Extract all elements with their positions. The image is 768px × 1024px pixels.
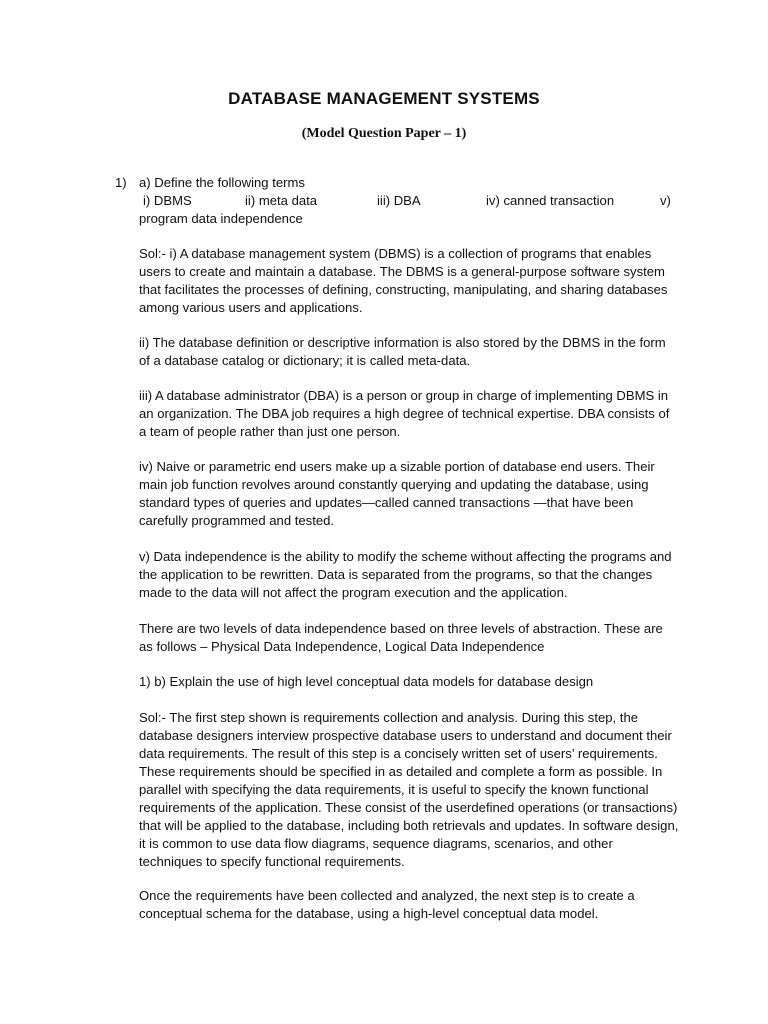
answer-canned-transaction: iv) Naive or parametric end users make up a sizable portion of database end users. Their main job function revolves around constantly querying and updating the database, using standard types of queries and updates—called canned transactions —that have been carefully programmed and tested.	[139, 459, 655, 528]
part-b-answer-conclusion: Once the requirements have been collected and analyzed, the next step is to create a conceptual schema for the database, using a high-level conceptual data model.	[139, 888, 635, 921]
answer-data-independence: v) Data independence is the ability to modify the scheme without affecting the programs and the application to be rewritten. Data is separated from the programs, so that the changes made to the data will not affect the program execution and the application.	[139, 549, 672, 600]
term-dba: iii) DBA	[377, 193, 421, 208]
answer-dbms: Sol:- i) A database management system (DBMS) is a collection of programs that enables users to create and maintain a database. The DBMS is a general-purpose software system that facilitates the processes of defining, constructing, manipulating, and sharing databases among various users and applications.	[139, 246, 668, 315]
document-subtitle: (Model Question Paper – 1)	[301, 126, 467, 141]
term-canned-transaction: iv) canned transaction	[486, 193, 615, 208]
term-v: v)	[660, 193, 671, 208]
part-b-answer-paragraph: Sol:- The first step shown is requirements collection and analysis. During this step, the database designers interview prospective database users to understand and document their data requirements. The result of this step is a concisely written set of users’ requirements. These requirements should be specified in as detailed and complete a form as possible. In parallel with specifying the data requirements, it is useful to specify the known functional requirements of the application. These consist of the userdefined operations (or transactions) that will be applied to the database, including both retrievals and updates. In software design, it is common to use data flow diagrams, sequence diagrams, scenarios, and other techniques to specify functional requirements.	[139, 710, 679, 869]
part-a-prompt: a) Define the following terms	[139, 175, 305, 190]
question-number: 1)	[115, 175, 127, 190]
part-b-prompt: 1) b) Explain the use of high level conceptual data models for database design	[139, 674, 594, 689]
answer-independence-levels: There are two levels of data independence based on three levels of abstraction. These are as follows – Physical Data Independence, Logical Data Independence	[139, 621, 663, 654]
terms-list	[143, 192, 675, 210]
term-dbms: i) DBMS	[143, 193, 192, 208]
answer-meta-data: ii) The database definition or descriptive information is also stored by the DBMS in the form of a database catalog or dictionary; it is called meta-data.	[139, 335, 666, 368]
term-meta-data: ii) meta data	[245, 193, 318, 208]
terms-continuation: program data independence	[139, 211, 303, 226]
answer-dba: iii) A database administrator (DBA) is a person or group in charge of implementing DBMS in an organization. The DBA job requires a high degree of technical expertise. DBA consists of a team of people rather than just one person.	[139, 388, 670, 439]
document-title: DATABASE MANAGEMENT SYSTEMS	[228, 89, 540, 108]
